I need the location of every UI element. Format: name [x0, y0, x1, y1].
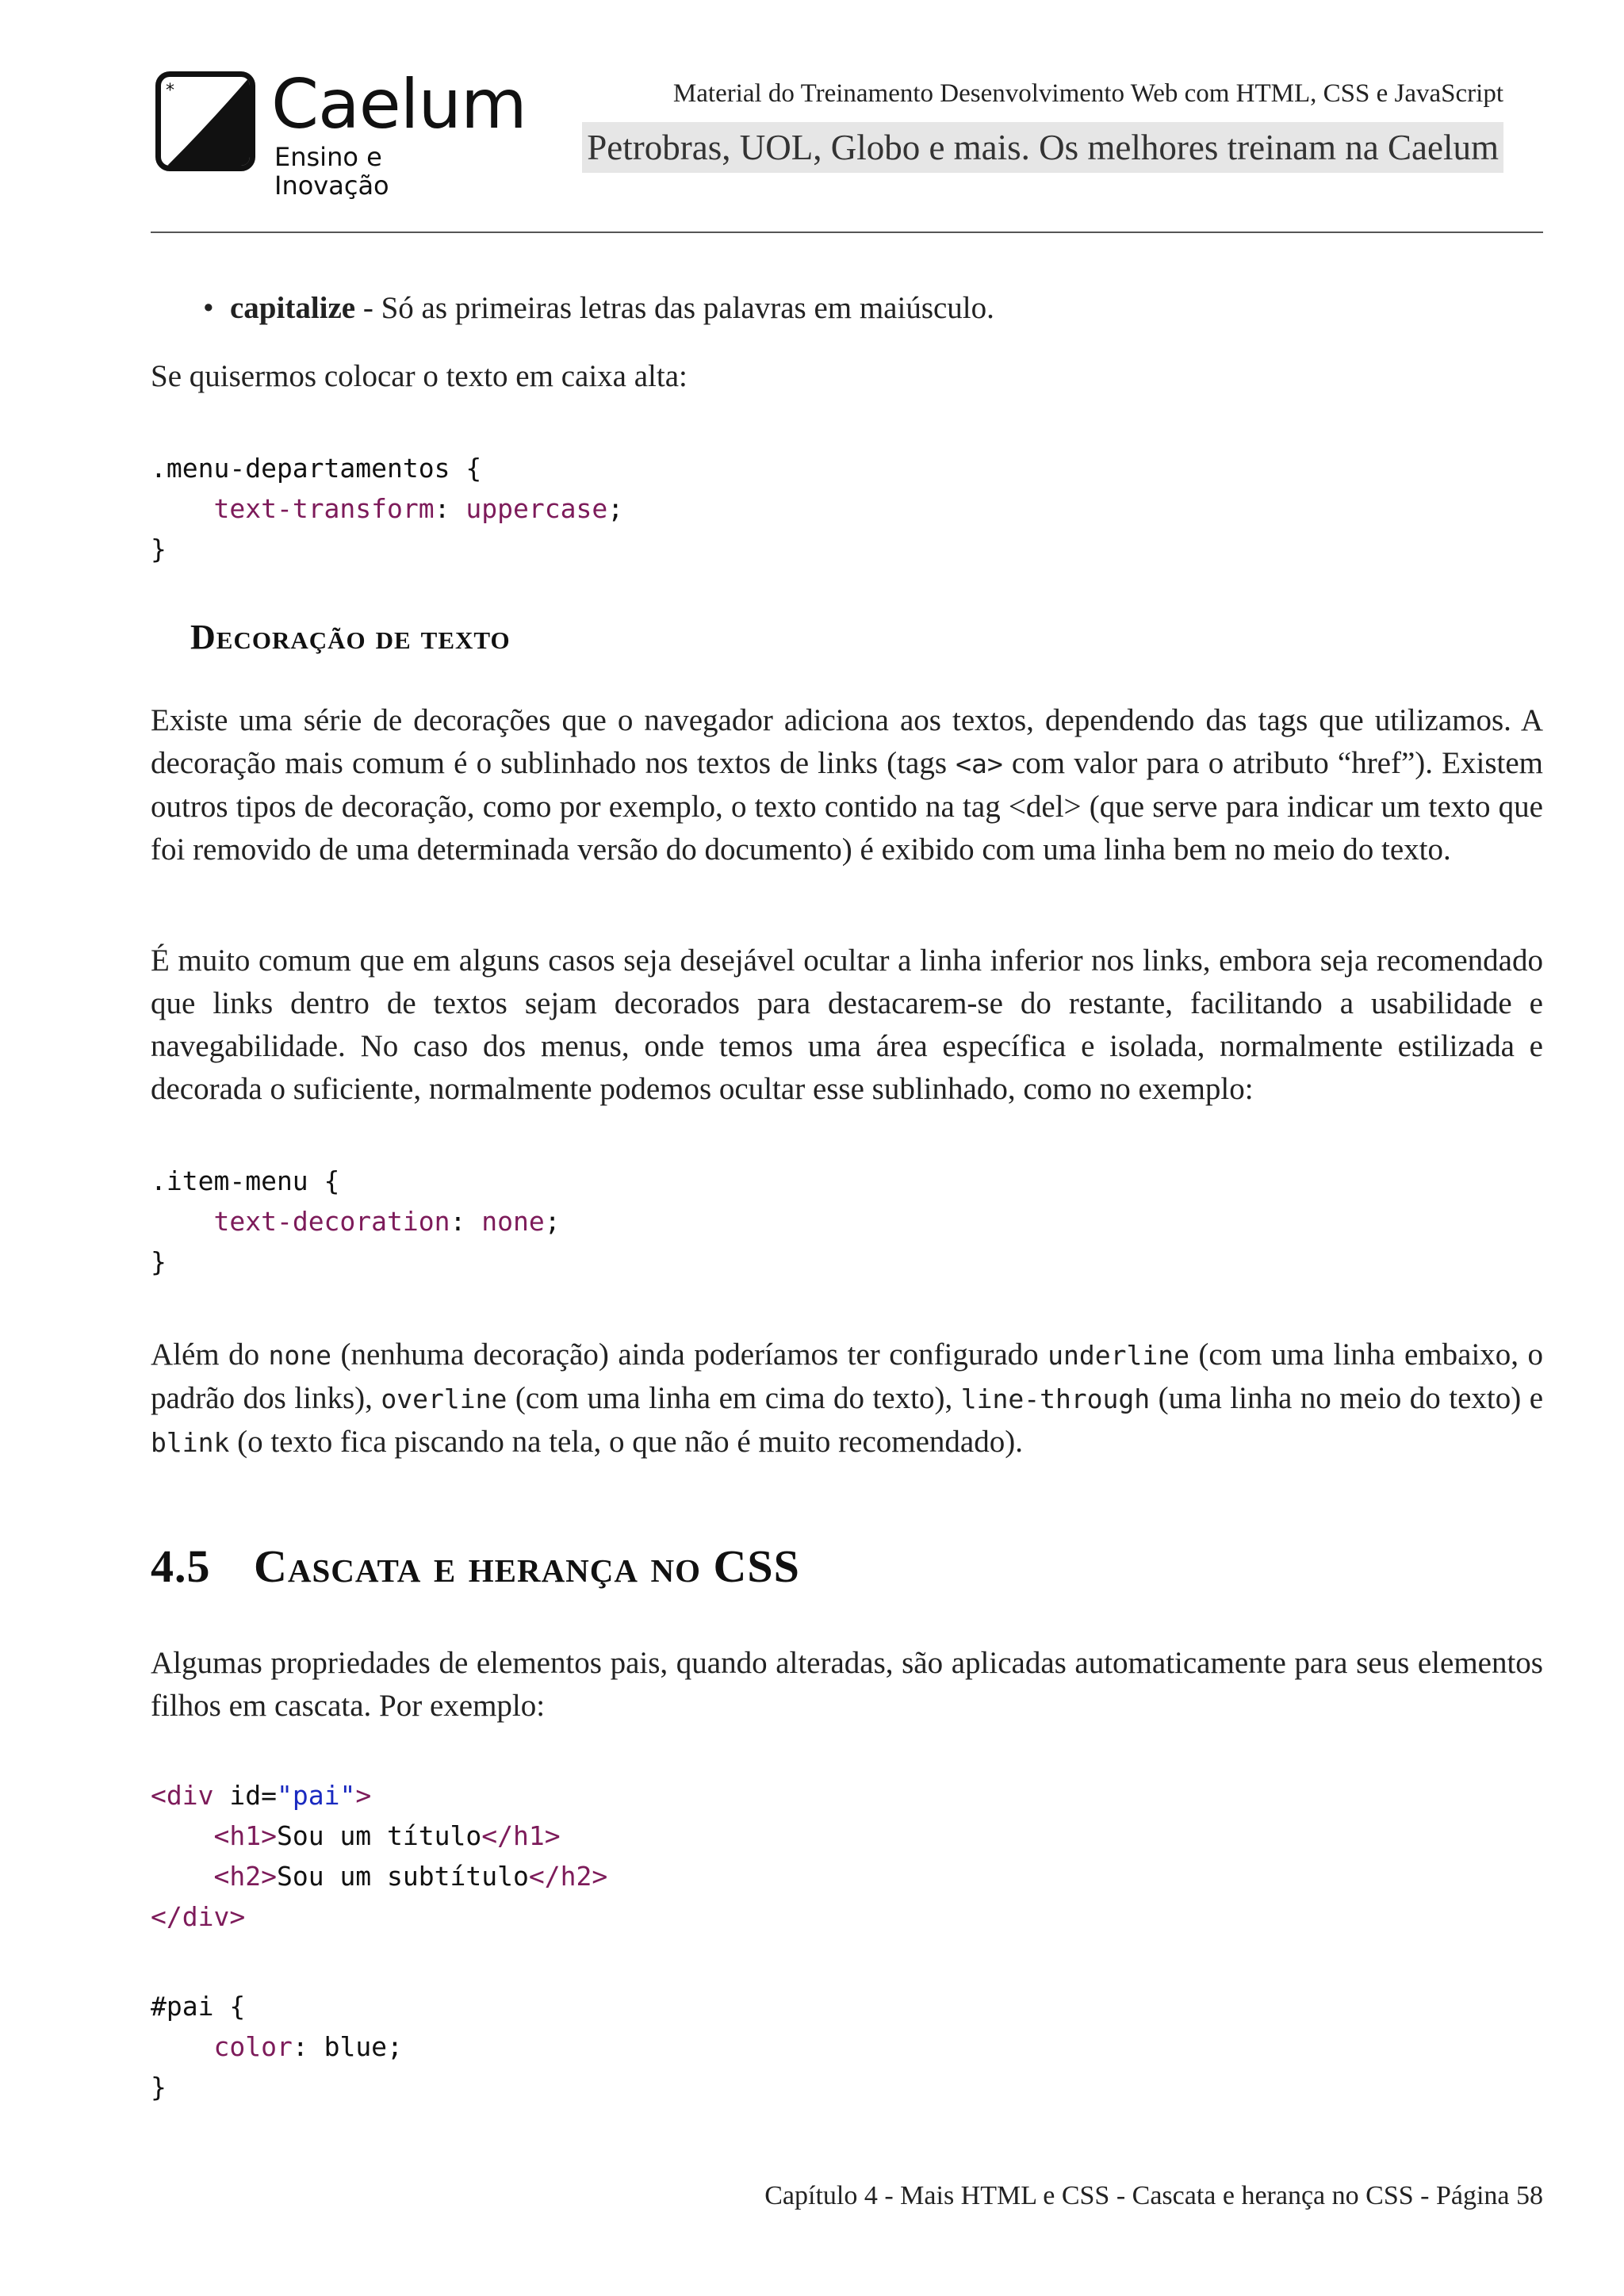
decoracao-paragraph-2: É muito comum que em alguns casos seja desejável ocultar a linha inferior nos links, embora seja recomendado que links dentro de textos sejam decorados para destacarem-se do restante, facilitando a usabilidade e navegabilidade. No caso dos menus, onde temos uma área específica e isolada, normalmente estilizada e decorada o suficiente, normalmente podemos ocultar esse sublinhado, como no exemplo: [151, 943, 1543, 1106]
code-property: text-transform [213, 493, 435, 524]
logo-mark-icon [155, 71, 255, 171]
cascata-paragraph: Algumas propriedades de elementos pais, quando alteradas, são aplicadas automaticamente para seus elementos filhos em cascata. Por exemplo: [151, 1646, 1543, 1723]
code-selector: .item-menu { [151, 1165, 340, 1196]
inline-code-overline: overline [381, 1383, 508, 1414]
inline-code-a-tag: <a> [956, 748, 1003, 779]
header-promo: Petrobras, UOL, Globo e mais. Os melhores treinam na Caelum [582, 122, 1503, 173]
code-block-html: <div id="pai"> <h1>Sou um título</h1> <h2>Sou um subtítulo</h2> </div> [151, 1780, 608, 1932]
header-divider [151, 232, 1543, 233]
section-title: Cascata e herança no CSS [254, 1540, 800, 1592]
page-footer: Capítulo 4 - Mais HTML e CSS - Cascata e herança no CSS - Página 58 [764, 2181, 1543, 2210]
intro-paragraph: Se quisermos colocar o texto em caixa alta: [151, 359, 688, 393]
logo-tagline: Ensino e Inovação [274, 142, 389, 201]
bullet-text: - Só as primeiras letras das palavras em maiúsculo. [355, 291, 994, 325]
bullet-list [151, 287, 1543, 330]
section-heading-decoracao: Decoração de texto [190, 618, 511, 656]
svg-text:*: * [166, 81, 174, 101]
code-block-css: #pai { color: blue; } [151, 1991, 403, 2103]
code-block-text-decoration: .item-menu { text-decoration: none; } [151, 1165, 561, 1277]
code-property: text-decoration [213, 1206, 450, 1237]
header-subtitle: Material do Treinamento Desenvolvimento Web com HTML, CSS e JavaScript [672, 79, 1503, 108]
logo-name: Caelum [271, 65, 527, 144]
caelum-logo [155, 65, 527, 201]
inline-code-line-through: line-through [960, 1383, 1151, 1414]
inline-code-none: none [268, 1340, 332, 1371]
code-close: } [151, 534, 167, 564]
section-heading-cascata [151, 1540, 800, 1593]
code-close: } [151, 1246, 167, 1277]
decoracao-paragraph-1: Existe uma série de decorações que o navegador adiciona aos textos, dependendo das tags que utilizamos. A decoração mais comum é o sublinhado nos textos de links (tags <a> com valor para o atributo “href”). Existem outros tipos de decoração, como por exemplo, o texto contido na tag <del> (que serve para indicar um texto que foi removido de uma determinada versão do documento) é exibido com uma linha bem no meio do texto. [151, 703, 1543, 867]
code-value: none [481, 1206, 545, 1237]
list-item [230, 287, 994, 330]
code-selector: .menu-departamentos { [151, 453, 482, 484]
inline-code-blink: blink [151, 1427, 230, 1458]
bullet-term: capitalize [230, 291, 356, 325]
decoracao-paragraph-3: Além do none (nenhuma decoração) ainda poderíamos ter configurado underline (com uma linha embaixo, o padrão dos links), overline (com uma linha em cima do texto), line-through (uma linha no meio do texto) e blink (o texto fica piscando na tela, o que não é muito recomendado). [151, 1337, 1544, 1459]
code-value: uppercase [465, 493, 608, 524]
inline-code-underline: underline [1048, 1340, 1189, 1371]
section-number: 4.5 [151, 1540, 211, 1592]
code-block-uppercase: .menu-departamentos { text-transform: uppercase; } [151, 453, 624, 564]
